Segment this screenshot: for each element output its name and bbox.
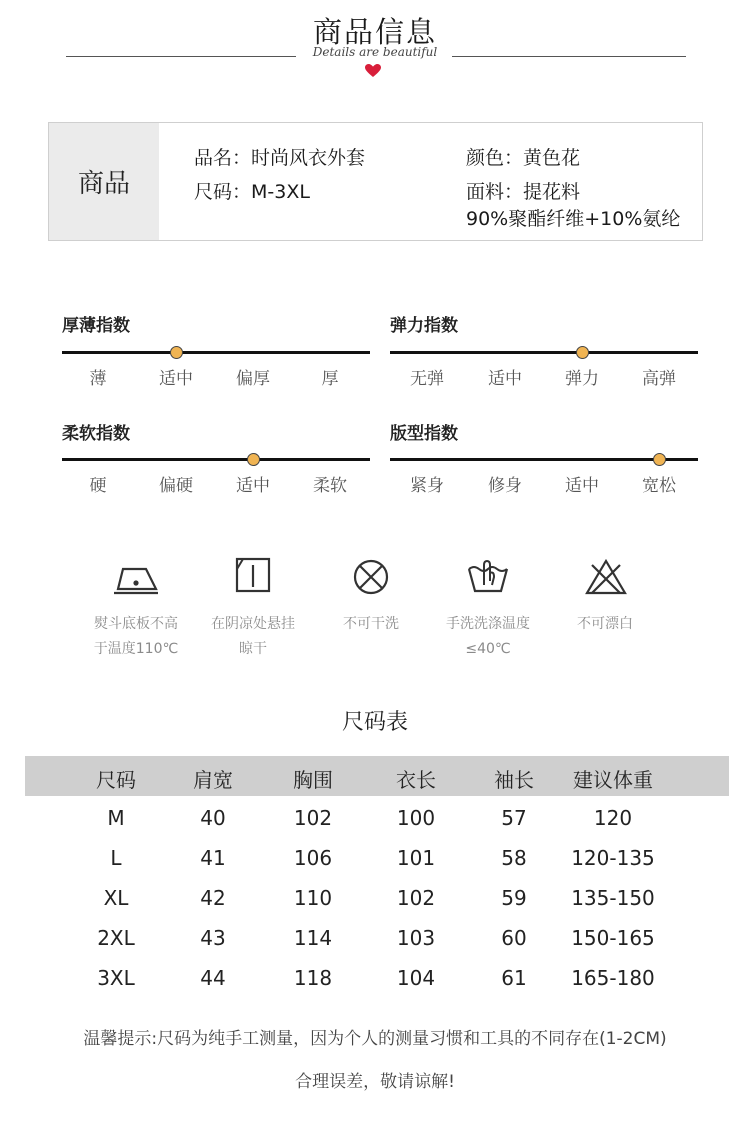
- size-table-column-header: 胸围: [293, 768, 333, 792]
- index-marker-dot: [170, 346, 183, 359]
- size-table-column-header: 肩宽: [193, 768, 233, 792]
- size-table-cell: 118: [293, 966, 333, 990]
- size-table-cell: 103: [396, 926, 436, 950]
- index-title: 厚薄指数: [62, 316, 130, 336]
- index-option-label: 柔软: [313, 476, 347, 496]
- page-title: 商品信息: [312, 15, 437, 49]
- line-dry-shade-icon: [228, 555, 280, 595]
- care-dry-line2: 晾干: [239, 641, 267, 657]
- size-table-cell: 61: [501, 966, 527, 990]
- size-table-cell: 120-135: [571, 846, 655, 870]
- index-option-label: 适中: [565, 476, 599, 496]
- size-table-column-header: 尺码: [96, 768, 136, 792]
- index-option-label: 高弹: [642, 369, 676, 389]
- size-table-cell: 120: [593, 806, 633, 830]
- index-marker-dot: [653, 453, 666, 466]
- size-table-cell: 114: [293, 926, 333, 950]
- product-fabric: 面料：提花料: [466, 181, 581, 203]
- size-table-cell: 101: [396, 846, 436, 870]
- care-iron-line2: 于温度110℃: [93, 641, 179, 657]
- no-bleach-icon: [580, 557, 632, 597]
- product-name: 品名：时尚风衣外套: [194, 147, 366, 169]
- iron-icon: [110, 557, 162, 597]
- index-title: 柔软指数: [62, 424, 130, 444]
- index-title: 版型指数: [390, 424, 458, 444]
- index-track: [390, 458, 698, 461]
- index-option-label: 紧身: [410, 476, 444, 496]
- index-track: [390, 351, 698, 354]
- product-size-range: 尺码：M-3XL: [194, 181, 310, 203]
- care-dry-line1: 在阴凉处悬挂: [211, 616, 295, 632]
- size-table-cell: 100: [396, 806, 436, 830]
- index-option-label: 薄: [89, 369, 107, 389]
- care-wash-line2: ≤40℃: [465, 641, 511, 657]
- product-composition: 90%聚酯纤维+10%氨纶: [466, 208, 681, 230]
- index-option-label: 适中: [236, 476, 270, 496]
- size-table-column-header: 袖长: [494, 768, 534, 792]
- size-table-cell: 59: [501, 886, 527, 910]
- heart-icon: [365, 64, 381, 78]
- size-table-column-header: 衣长: [396, 768, 436, 792]
- product-label: 商品: [49, 123, 159, 240]
- index-option-label: 适中: [159, 369, 193, 389]
- size-table-column-header: 建议体重: [573, 768, 653, 792]
- size-table-cell: 102: [293, 806, 333, 830]
- size-table-cell: 58: [501, 846, 527, 870]
- index-option-label: 无弹: [410, 369, 444, 389]
- size-table-cell: 104: [396, 966, 436, 990]
- index-track: [62, 351, 370, 354]
- index-track: [62, 458, 370, 461]
- size-table-cell: 42: [200, 886, 226, 910]
- hand-wash-icon: [462, 555, 514, 595]
- size-table-cell: 150-165: [571, 926, 655, 950]
- index-option-label: 适中: [488, 369, 522, 389]
- care-bleach-text: [535, 612, 675, 637]
- size-table-cell: XL: [103, 886, 129, 910]
- size-table-cell: 165-180: [571, 966, 655, 990]
- care-iron-line1: 熨斗底板不高: [94, 616, 178, 632]
- size-table-cell: 135-150: [571, 886, 655, 910]
- no-dry-clean-icon: [345, 557, 397, 597]
- measurement-note-line2: 合理误差，敬请谅解!: [295, 1072, 455, 1092]
- index-option-label: 偏厚: [236, 369, 270, 389]
- page-subtitle: Details are beautiful: [312, 45, 438, 59]
- index-option-label: 修身: [488, 476, 522, 496]
- size-table-cell: 57: [501, 806, 527, 830]
- measurement-note: 温馨提示:尺码为纯手工测量，因为个人的测量习惯和工具的不同存在(1-2CM): [83, 1029, 667, 1049]
- size-table-cell: L: [110, 846, 122, 870]
- size-table-cell: 41: [200, 846, 226, 870]
- size-table-cell: 106: [293, 846, 333, 870]
- index-title: 弹力指数: [390, 316, 458, 336]
- index-marker-dot: [247, 453, 260, 466]
- care-dry-clean-line1: 不可干洗: [343, 616, 399, 632]
- size-table-cell: 44: [200, 966, 226, 990]
- size-table-cell: 60: [501, 926, 527, 950]
- product-color: 颜色：黄色花: [466, 147, 581, 169]
- size-table-cell: M: [107, 806, 125, 830]
- care-bleach-line1: 不可漂白: [577, 616, 633, 632]
- index-option-label: 厚: [321, 369, 339, 389]
- care-wash-line1: 手洗洗涤温度: [446, 616, 530, 632]
- index-marker-dot: [576, 346, 589, 359]
- size-table-cell: 40: [200, 806, 226, 830]
- index-option-label: 宽松: [642, 476, 676, 496]
- size-table-cell: 2XL: [97, 926, 135, 950]
- size-table-cell: 3XL: [97, 966, 135, 990]
- index-option-label: 硬: [89, 476, 107, 496]
- index-option-label: 弹力: [565, 369, 599, 389]
- size-table-cell: 110: [293, 886, 333, 910]
- index-option-label: 偏硬: [159, 476, 193, 496]
- size-table-cell: 43: [200, 926, 226, 950]
- size-table-cell: 102: [396, 886, 436, 910]
- size-table-title: 尺码表: [341, 710, 408, 735]
